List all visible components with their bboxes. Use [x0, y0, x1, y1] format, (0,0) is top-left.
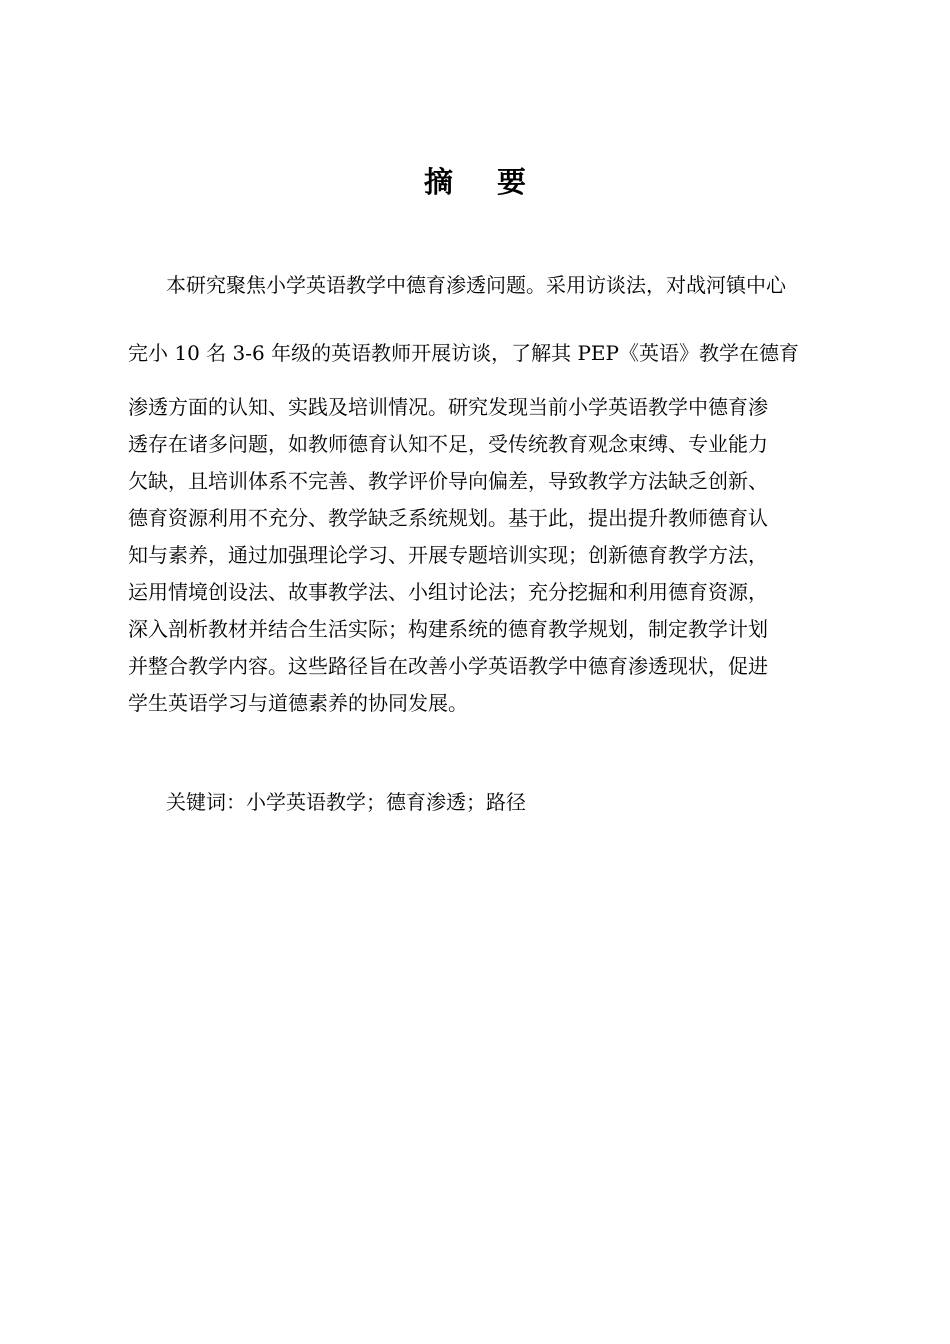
abstract-line: 学生英语学习与道德素养的协同发展。	[128, 691, 468, 715]
abstract-line: 渗透方面的认知、实践及培训情况。研究发现当前小学英语教学中德育渗	[128, 395, 768, 419]
keywords-line	[166, 789, 526, 815]
title-char-1: 摘	[423, 165, 453, 199]
abstract-line: 并整合教学内容。这些路径旨在改善小学英语教学中德育渗透现状，促进	[128, 654, 768, 678]
page-title	[0, 160, 950, 201]
abstract-line: 欠缺，且培训体系不完善、教学评价导向偏差，导致教学方法缺乏创新、	[128, 469, 768, 493]
abstract-line: 知与素养，通过加强理论学习、开展专题培训实现；创新德育教学方法，	[128, 543, 768, 567]
abstract-line: 德育资源利用不充分、教学缺乏系统规划。基于此，提出提升教师德育认	[128, 506, 768, 530]
abstract-line: 深入剖析教材并结合生活实际；构建系统的德育教学规划，制定教学计划	[128, 617, 768, 641]
abstract-line: 完小 10 名 3-6 年级的英语教师开展访谈，了解其 PEP《英语》教学在德育	[128, 341, 799, 365]
abstract-line: 运用情境创设法、故事教学法、小组讨论法；充分挖掘和利用德育资源，	[128, 580, 768, 604]
abstract-line: 本研究聚焦小学英语教学中德育渗透问题。采用访谈法，对战河镇中心	[166, 273, 786, 297]
abstract-line: 透存在诸多问题，如教师德育认知不足，受传统教育观念束缚、专业能力	[128, 432, 768, 456]
keywords-value: 小学英语教学；德育渗透；路径	[246, 790, 526, 814]
title-char-2: 要	[497, 165, 527, 199]
keywords-label: 关键词：	[166, 790, 246, 814]
